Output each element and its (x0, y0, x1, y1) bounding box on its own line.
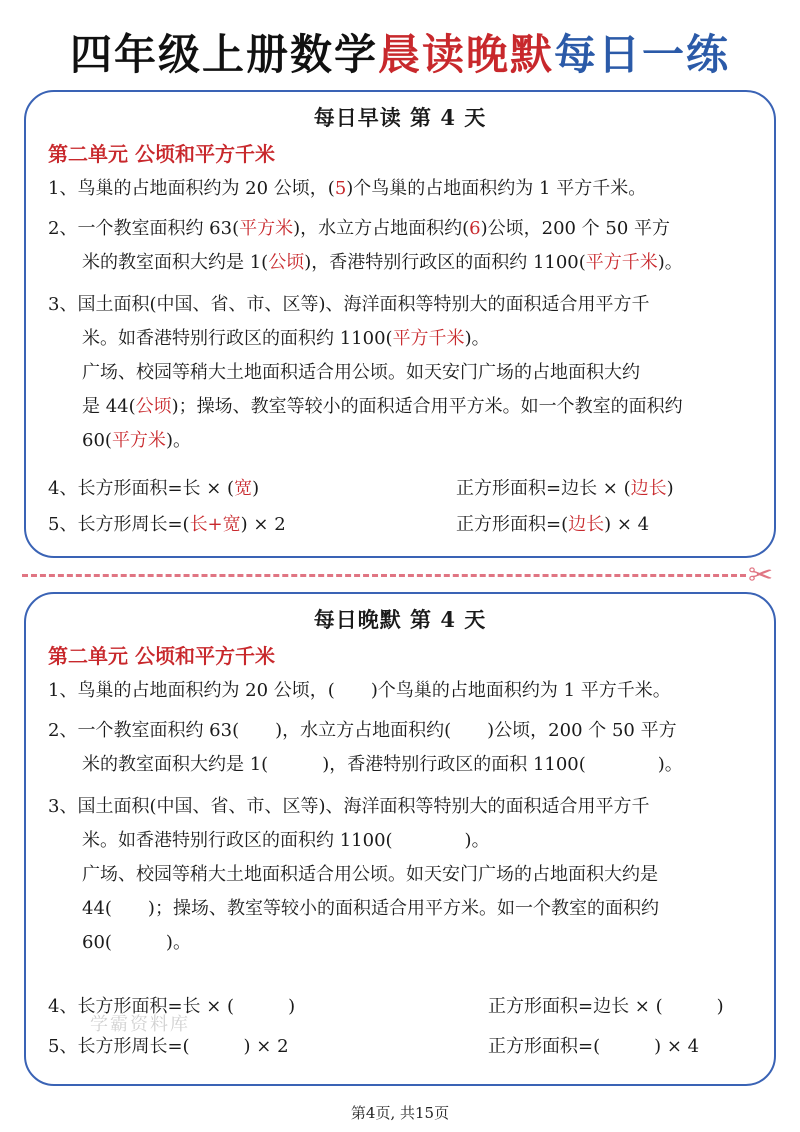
morning-reading-panel (24, 90, 776, 558)
text: 60( )。 (82, 932, 191, 953)
text: 2、一个教室面积约 63( (48, 218, 240, 239)
text: ) × 4 (604, 514, 650, 535)
morning-q5-left (48, 510, 286, 536)
answer: 6 (469, 218, 481, 239)
answer: 长+宽 (189, 514, 241, 535)
page-title (0, 22, 800, 82)
answer: 平方米 (111, 430, 166, 451)
text: 广场、校园等稍大土地面积适合用公顷。如天安门广场的占地面积大约 (82, 362, 640, 383)
title-grade: 四年级上册数学 (69, 30, 378, 79)
title-red: 晨读晚默 (377, 30, 554, 79)
text: 44( )；操场、教室等较小的面积适合用平方米。如一个教室的面积约 (82, 898, 659, 919)
text: 米。如香港特别行政区的面积约 1100( (82, 328, 393, 349)
text: )公顷，200 个 50 平方 (480, 218, 671, 239)
text: 米的教室面积大约是 1( (82, 252, 269, 273)
text: 2、一个教室面积约 63( )，水立方占地面积约( )公顷，200 个 50 平方 (48, 720, 677, 741)
text: )。 (464, 328, 490, 349)
morning-q4-left (48, 474, 259, 500)
text: ) × 2 (240, 514, 286, 535)
text: ) (666, 478, 674, 499)
morning-q1 (48, 172, 768, 206)
answer: 平方千米 (585, 252, 658, 273)
evening-q4-left: 4、长方形面积=长 × ( ) (48, 996, 296, 1017)
text: 正方形面积=边长 × ( (456, 478, 631, 499)
answer: 平方千米 (392, 328, 465, 349)
cut-line (22, 574, 746, 577)
text: 广场、校园等稍大土地面积适合用公顷。如天安门广场的占地面积大约是 (82, 864, 658, 885)
evening-q3 (48, 790, 768, 960)
text: 60( (82, 430, 112, 451)
answer: 5 (334, 178, 347, 199)
answer: 公顷 (268, 252, 305, 273)
morning-header: 每日早读 第 4 天 (313, 105, 487, 130)
answer: 宽 (234, 478, 253, 499)
text: ) (252, 478, 260, 499)
evening-q2 (48, 714, 768, 782)
answer: 边长 (568, 514, 605, 535)
text: )；操场、教室等较小的面积适合用平方米。如一个教室的面积约 (171, 396, 683, 417)
text: )，水立方占地面积约( (293, 218, 470, 239)
text: 1、鸟巢的占地面积约为 20 公顷，( (48, 178, 335, 199)
morning-q4-right (456, 474, 674, 500)
watermark: 学霸资料库 (90, 1014, 190, 1035)
scissors-icon: ✂ (748, 558, 774, 593)
text: 4、长方形面积=长 × ( (48, 478, 235, 499)
evening-q1: 1、鸟巢的占地面积约为 20 公顷，( )个鸟巢的占地面积约为 1 平方千米。 (48, 680, 671, 701)
text: 正方形面积=( (456, 514, 569, 535)
evening-header: 每日晚默 第 4 天 (313, 607, 487, 632)
morning-q2 (48, 212, 768, 280)
text: 5、长方形周长=( (48, 514, 190, 535)
text: )个鸟巢的占地面积约为 1 平方千米。 (346, 178, 647, 199)
evening-q5-left: 5、长方形周长=( ) × 2 (48, 1036, 289, 1057)
answer: 边长 (630, 478, 667, 499)
text: 3、国土面积(中国、省、市、区等)、海洋面积等特别大的面积适合用平方千 (48, 294, 650, 315)
text: )。 (657, 252, 683, 273)
answer: 公顷 (135, 396, 172, 417)
morning-q5-right (456, 510, 649, 536)
text: 米。如香港特别行政区的面积约 1100( )。 (82, 830, 490, 851)
text: 是 44( (82, 396, 136, 417)
morning-unit-title: 第二单元 公顷和平方千米 (48, 142, 275, 166)
answer: 平方米 (239, 218, 294, 239)
text: 3、国土面积(中国、省、市、区等)、海洋面积等特别大的面积适合用平方千 (48, 796, 650, 817)
evening-q4-right: 正方形面积=边长 × ( ) (488, 996, 724, 1017)
text: )。 (165, 430, 191, 451)
evening-q5-right: 正方形面积=( ) × 4 (488, 1036, 700, 1057)
evening-unit-title: 第二单元 公顷和平方千米 (48, 644, 275, 668)
morning-q3 (48, 288, 768, 458)
page-number: 第4页, 共15页 (350, 1104, 450, 1122)
text: 米的教室面积大约是 1( )，香港特别行政区的面积 1100( )。 (82, 754, 683, 775)
title-blue: 每日一练 (554, 30, 731, 79)
text: )，香港特别行政区的面积约 1100( (304, 252, 586, 273)
